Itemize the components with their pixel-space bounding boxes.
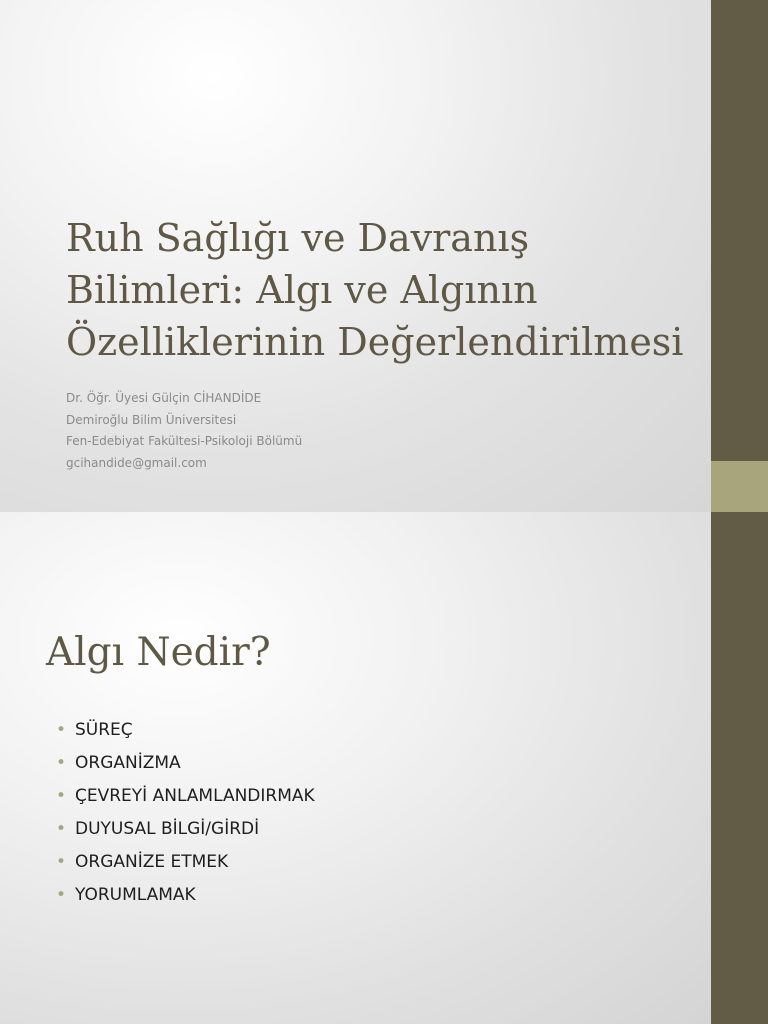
side-bar-accent — [711, 461, 768, 512]
side-bar — [711, 512, 768, 1024]
department-name: Fen-Edebiyat Fakültesi-Psikoloji Bölümü — [66, 434, 303, 449]
list-item — [56, 846, 315, 879]
list-item-text: ORGANİZMA — [75, 753, 181, 773]
list-item — [56, 879, 315, 912]
author-info — [66, 388, 686, 475]
slide-title-line: Bilimleri: Algı ve Algının — [66, 268, 538, 312]
list-item — [56, 813, 315, 846]
list-item — [56, 714, 315, 747]
university-name: Demiroğlu Bilim Üniversitesi — [66, 412, 237, 427]
bullet-marker: • — [56, 753, 67, 773]
list-item — [56, 780, 315, 813]
bullet-marker: • — [56, 852, 67, 872]
bullet-marker: • — [56, 885, 67, 905]
list-item-text: DUYUSAL BİLGİ/GİRDİ — [75, 819, 260, 839]
bullet-marker: • — [56, 819, 67, 839]
list-item-text: ORGANİZE ETMEK — [75, 852, 229, 872]
side-bar — [711, 0, 768, 512]
list-item-text: ÇEVREYİ ANLAMLANDIRMAK — [75, 786, 315, 806]
author-email: gcihandide@gmail.com — [66, 456, 207, 471]
slide-title-line: Ruh Sağlığı ve Davranış — [66, 216, 530, 260]
slide-title-line: Özelliklerinin Değerlendirilmesi — [66, 320, 684, 364]
content-slide — [0, 512, 768, 1024]
bullet-marker: • — [56, 786, 67, 806]
bullet-marker: • — [56, 720, 67, 740]
list-item-text: YORUMLAMAK — [75, 885, 196, 905]
slide-title — [66, 212, 706, 368]
slide-heading: Algı Nedir? — [46, 630, 271, 675]
list-item-text: SÜREÇ — [75, 720, 133, 740]
author-name: Dr. Öğr. Üyesi Gülçin CİHANDİDE — [66, 391, 262, 405]
list-item — [56, 747, 315, 780]
bullet-list — [56, 714, 315, 912]
